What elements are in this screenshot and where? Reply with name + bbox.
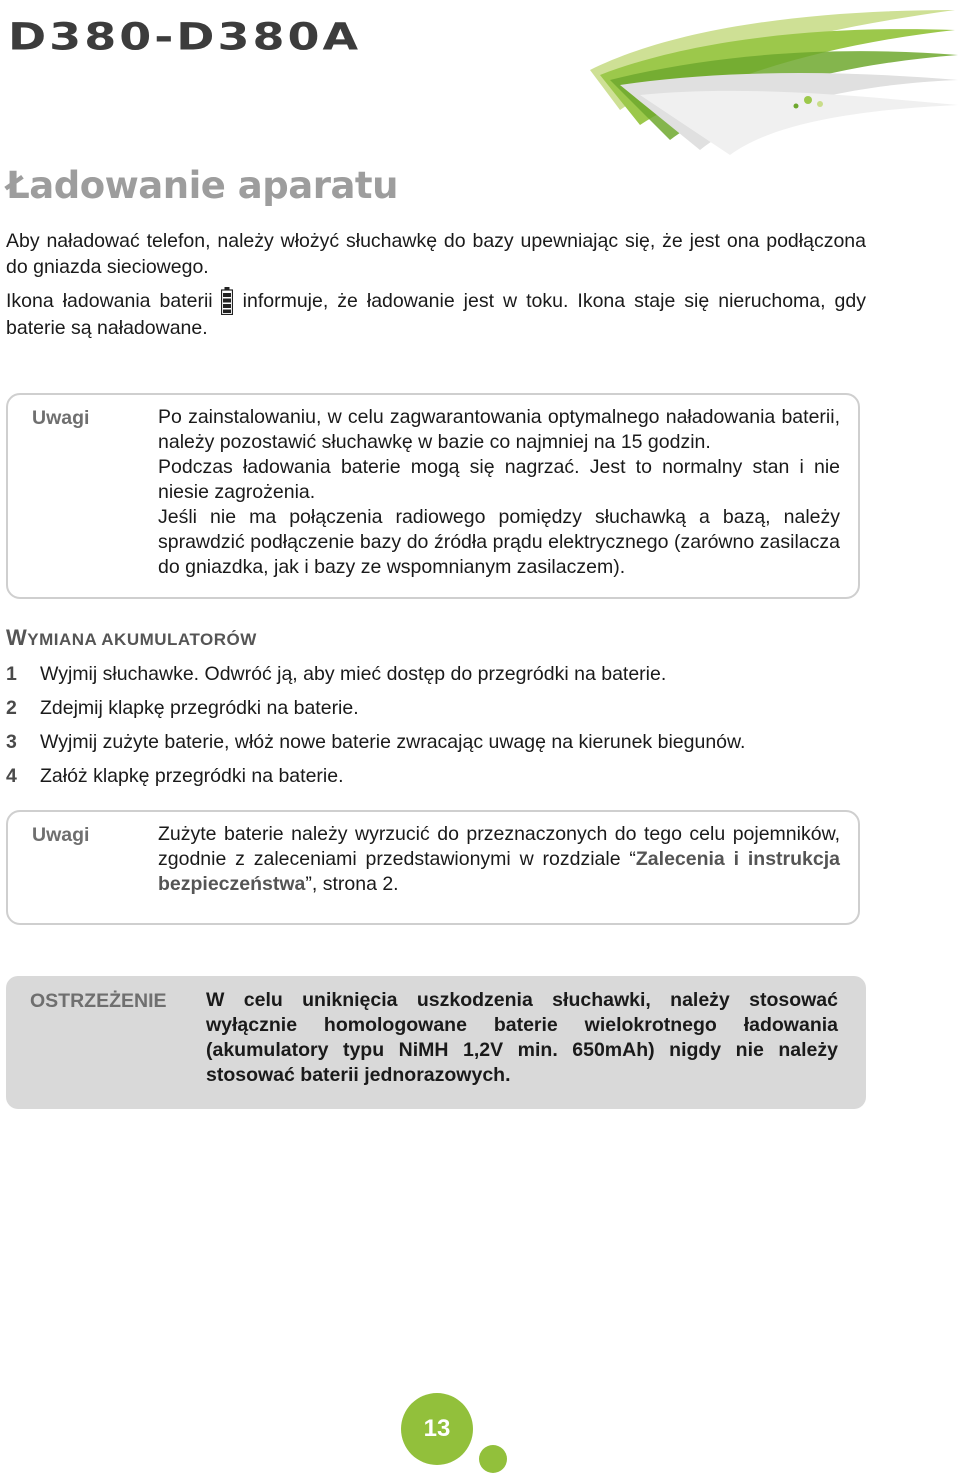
intro-paragraph-2 [6,287,866,341]
page-number-dot-icon [479,1445,507,1473]
note-text [158,822,840,897]
step-number: 3 [6,731,17,753]
step-item [6,694,886,728]
warning-label: OSTRZEŻENIE [30,990,167,1012]
battery-charging-icon [221,287,233,315]
step-number: 1 [6,663,17,685]
intro-paragraph-2-end: informuje, że ładowanie jest w toku. Ikona staje się nieruchoma, gdy baterie są naładowane. [6,290,866,339]
steps-list [6,660,886,796]
intro-paragraph-2-start: Ikona ładowania baterii [6,290,213,312]
section-heading [6,624,257,654]
section-heading-rest: YMIANA AKUMULATORÓW [27,630,257,649]
note-box-charging [6,393,860,599]
step-text: Wyjmij słuchawke. Odwróć ją, aby mieć dostęp do przegródki na baterie. [40,663,667,685]
intro-paragraph-1: Aby naładować telefon, należy włożyć słuchawkę do bazy upewniając się, że jest ona podłączona do gniazda sieciowego. [6,230,866,278]
step-item [6,660,886,694]
warning-box [6,976,866,1109]
note-text [158,405,840,580]
note-text-line: Podczas ładowania baterie mogą się nagrzać. Jest to normalny stan i nie niesie zagrożenia. [158,456,840,503]
note-text-end: ”, strona 2. [305,873,399,895]
note-text-start: Zużyte baterie należy wyrzucić do przeznaczonych do tego celu pojemników, zgodnie z zaleceniami przedstawionymi w rozdziale “ [158,823,840,870]
step-text: Załóż klapkę przegródki na baterie. [40,765,344,787]
step-number: 4 [6,765,17,787]
step-number: 2 [6,697,17,719]
step-text: Zdejmij klapkę przegródki na baterie. [40,697,359,719]
step-item [6,762,886,796]
note-label: Uwagi [32,407,90,429]
note-text-line: Jeśli nie ma połączenia radiowego pomiędzy słuchawką a bazą, należy sprawdzić podłączenie bazy do źródła prądu elektrycznego (zarówno zasilacza do gniazdka, jak i bazy ze wspomnianym zasilaczem). [158,506,840,578]
step-item [6,728,886,762]
safety-section-link[interactable]: Zalecenia i instrukcja bezpieczeństwa [158,848,840,895]
note-text-line [158,822,840,897]
warning-text: W celu uniknięcia uszkodzenia słuchawki, należy stosować wyłącznie homologowane baterie wielokrotnego ładowania (akumulatory typu NiMH 1,2V min. 650mAh) nigdy nie należy stosować baterii jednorazowych. [206,989,838,1086]
decorative-swoosh-icon [580,0,960,160]
note-label: Uwagi [32,824,90,846]
step-text: Wyjmij zużyte baterie, włóż nowe baterie zwracając uwagę na kierunek biegunów. [40,731,746,753]
note-box-disposal [6,810,860,925]
section-heading-cap: W [6,625,28,650]
page-number: 13 [401,1393,473,1465]
model-name: D380-D380A [8,14,362,59]
note-text-line: Po zainstalowaniu, w celu zagwarantowania optymalnego naładowania baterii, należy pozostawić słuchawkę w bazie co najmniej na 15 godzin. [158,406,840,453]
page-title: Ładowanie aparatu [6,164,398,207]
